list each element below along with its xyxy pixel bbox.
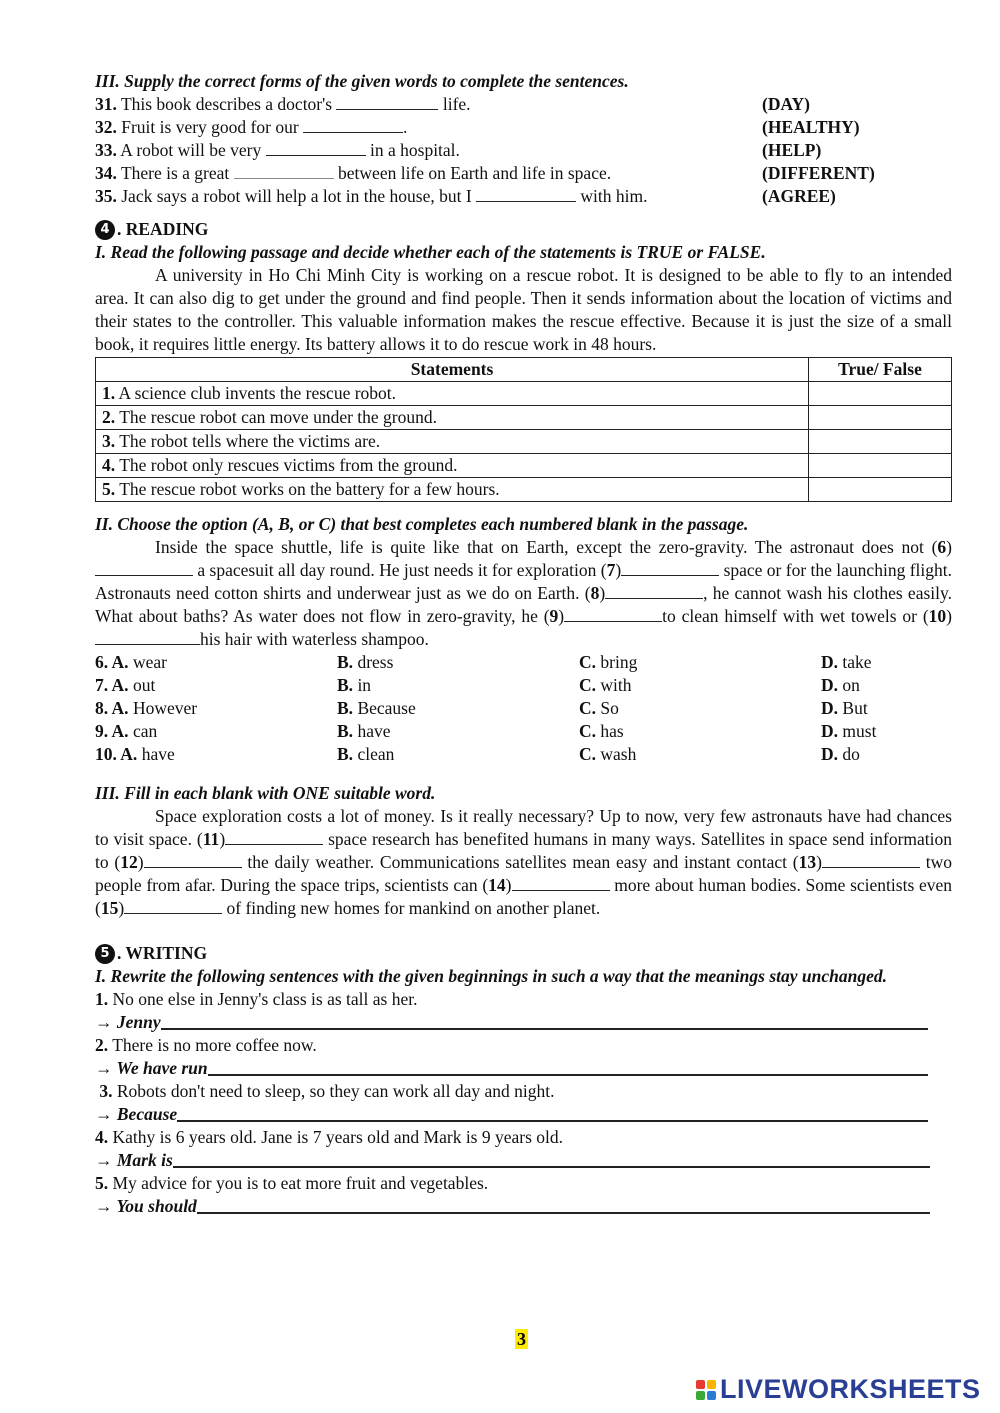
item-number: 32. xyxy=(95,117,117,137)
blank-13[interactable] xyxy=(822,853,920,868)
item-number: 35. xyxy=(95,186,117,206)
option-8b[interactable]: B. Because xyxy=(337,698,416,718)
reading-section-title xyxy=(95,218,952,241)
item-text: life. xyxy=(442,94,471,114)
word-hint: (HELP) xyxy=(762,140,822,160)
section-number-badge: 4 xyxy=(95,220,115,240)
item-text: A robot will be very xyxy=(120,140,262,160)
item-text: between life on Earth and life in space. xyxy=(338,163,612,183)
section-title-text: . READING xyxy=(117,219,209,239)
rewrite-answer-line[interactable]: → You should xyxy=(95,1195,952,1218)
blank-7[interactable] xyxy=(621,561,719,576)
rewrite-item: 2. There is no more coffee now. xyxy=(95,1035,317,1055)
item-text: in a hospital. xyxy=(370,140,460,160)
word-hint: (DAY) xyxy=(762,94,810,114)
table-row xyxy=(96,478,952,502)
word-form-list xyxy=(95,93,952,208)
item-text: with him. xyxy=(580,186,648,206)
option-7d[interactable]: D. on xyxy=(821,675,860,695)
answer-blank[interactable] xyxy=(336,95,438,110)
reading-passage-1: A university in Ho Chi Minh City is working on a rescue robot. It is designed to be able to fly to an intended area. It can also dig to get under the ground and find people. Then it sends information about the location of victims and their states to the controller. This valuable information makes the rescue effective. Because it is just the size of a small book, it requires little energy. Its battery allows it to do rescue work in 48 hours. xyxy=(95,265,952,354)
option-6a[interactable]: 6. A. wear xyxy=(95,652,167,672)
blank-9[interactable] xyxy=(564,607,662,622)
reading-part2-heading: II. Choose the option (A, B, or C) that best completes each numbered blank in the passage. xyxy=(95,514,749,534)
word-hint: (HEALTHY) xyxy=(762,117,860,137)
true-false-column-header: True/ False xyxy=(809,358,952,382)
option-9d[interactable]: D. must xyxy=(821,721,877,741)
blank-6[interactable] xyxy=(95,561,193,576)
writing-heading: I. Rewrite the following sentences with the given beginnings in such a way that the meanings stay unchanged. xyxy=(95,966,887,986)
blank-14[interactable] xyxy=(512,876,610,891)
blank-11[interactable] xyxy=(225,830,323,845)
blank-15[interactable] xyxy=(124,899,222,914)
table-row xyxy=(96,454,952,478)
true-false-table xyxy=(95,357,952,502)
option-9c[interactable]: C. has xyxy=(579,721,624,741)
blank-10[interactable] xyxy=(95,630,200,645)
answer-cell[interactable] xyxy=(809,478,952,502)
word-hint: (AGREE) xyxy=(762,186,836,206)
item-number: 31. xyxy=(95,94,117,114)
item-number: 34. xyxy=(95,163,117,183)
reading-passage-3: Space exploration costs a lot of money. Is it really necessary? Up to now, very few astronauts have had chances to visit space. (11) space research has benefited humans in many ways. Satellites in space send information to (12) the daily weather. Communications satellites mean easy and instant contact (13) two people from afar. During the space trips, scientists can (14) more about human bodies. Some scientists even (15) of finding new homes for mankind on another planet. xyxy=(95,806,953,918)
section-number-badge: 5 xyxy=(95,944,115,964)
logo-squares-icon xyxy=(696,1380,716,1400)
rewrite-item: 3. Robots don't need to sleep, so they can work all day and night. xyxy=(99,1081,555,1101)
statements-column-header: Statements xyxy=(96,358,809,382)
blank-12[interactable] xyxy=(144,853,242,868)
statement-cell: 5. The rescue robot works on the battery for a few hours. xyxy=(96,478,809,502)
item-text: Fruit is very good for our xyxy=(121,117,299,137)
option-8c[interactable]: C. So xyxy=(579,698,619,718)
word-form-item xyxy=(95,185,952,208)
answer-cell[interactable] xyxy=(809,382,952,406)
page-number: 3 xyxy=(517,1329,526,1349)
table-header-row xyxy=(96,358,952,382)
option-9a[interactable]: 9. A. can xyxy=(95,721,158,741)
option-10d[interactable]: D. do xyxy=(821,744,860,764)
answer-blank[interactable] xyxy=(303,118,403,133)
answer-cell[interactable] xyxy=(809,406,952,430)
worksheet-page xyxy=(95,70,952,1218)
statement-cell: 3. The robot tells where the victims are. xyxy=(96,430,809,454)
option-6d[interactable]: D. take xyxy=(821,652,872,672)
statement-cell: 4. The robot only rescues victims from the ground. xyxy=(96,454,809,478)
option-8d[interactable]: D. But xyxy=(821,698,868,718)
option-6b[interactable]: B. dress xyxy=(337,652,394,672)
multiple-choice-options xyxy=(95,651,952,766)
rewrite-item: 4. Kathy is 6 years old. Jane is 7 years old and Mark is 9 years old. xyxy=(95,1127,564,1147)
word-hint: (DIFFERENT) xyxy=(762,163,875,183)
rewrite-answer-line[interactable]: → Mark is xyxy=(95,1149,952,1172)
word-form-item xyxy=(95,93,952,116)
table-row xyxy=(96,382,952,406)
option-9b[interactable]: B. have xyxy=(337,721,391,741)
rewrite-item: 1. No one else in Jenny's class is as tall as her. xyxy=(95,989,418,1009)
section-title-text: . WRITING xyxy=(117,943,208,963)
answer-blank[interactable] xyxy=(476,187,576,202)
liveworksheets-logo xyxy=(696,1374,981,1404)
answer-blank[interactable] xyxy=(234,164,334,179)
item-text: . xyxy=(403,117,408,137)
rewrite-answer-line[interactable]: → Jenny xyxy=(95,1011,952,1034)
option-7b[interactable]: B. in xyxy=(337,675,372,695)
answer-cell[interactable] xyxy=(809,454,952,478)
statement-cell: 2. The rescue robot can move under the ground. xyxy=(96,406,809,430)
rewrite-answer-line[interactable]: → We have run xyxy=(95,1057,952,1080)
table-row xyxy=(96,406,952,430)
answer-blank[interactable] xyxy=(266,141,366,156)
table-row xyxy=(96,430,952,454)
writing-section-title xyxy=(95,942,952,965)
option-7c[interactable]: C. with xyxy=(579,675,632,695)
option-7a[interactable]: 7. A. out xyxy=(95,675,156,695)
item-text: This book describes a doctor's xyxy=(120,94,333,114)
reading-part1-heading: I. Read the following passage and decide whether each of the statements is TRUE or FALSE. xyxy=(95,242,766,262)
word-form-heading: III. Supply the correct forms of the given words to complete the sentences. xyxy=(95,71,629,91)
word-form-item xyxy=(95,139,952,162)
reading-part3-heading: III. Fill in each blank with ONE suitable word. xyxy=(95,783,436,803)
option-6c[interactable]: C. bring xyxy=(579,652,638,672)
option-8a[interactable]: 8. A. However xyxy=(95,698,198,718)
option-10b[interactable]: B. clean xyxy=(337,744,395,764)
word-form-item xyxy=(95,162,952,185)
rewrite-answer-line[interactable]: → Because xyxy=(95,1103,952,1126)
option-10a[interactable]: 10. A. have xyxy=(95,744,175,764)
rewrite-item: 5. My advice for you is to eat more fruit and vegetables. xyxy=(95,1173,489,1193)
reading-passage-2: Inside the space shuttle, life is quite like that on Earth, except the zero-gravity. The astronaut does not (6) a spacesuit all day round. He just needs it for exploration (7) space or for the launching flight. Astronauts need cotton shirts and underwear just as we do on Earth. (8) , he cannot wash his clothes easily. What about baths? As water does not flow in zero-gravity, he (9) to clean himself with wet towels or (10)his hair with waterless shampoo. xyxy=(95,537,952,649)
item-text: There is a great xyxy=(120,163,230,183)
item-number: 33. xyxy=(95,140,117,160)
answer-cell[interactable] xyxy=(809,430,952,454)
logo-text: LIVEWORKSHEETS xyxy=(720,1374,981,1404)
word-form-item xyxy=(95,116,952,139)
item-text: Jack says a robot will help a lot in the house, but I xyxy=(121,186,472,206)
blank-8[interactable] xyxy=(605,584,703,599)
option-10c[interactable]: C. wash xyxy=(579,744,637,764)
statement-cell: 1. A science club invents the rescue robot. xyxy=(96,382,809,406)
